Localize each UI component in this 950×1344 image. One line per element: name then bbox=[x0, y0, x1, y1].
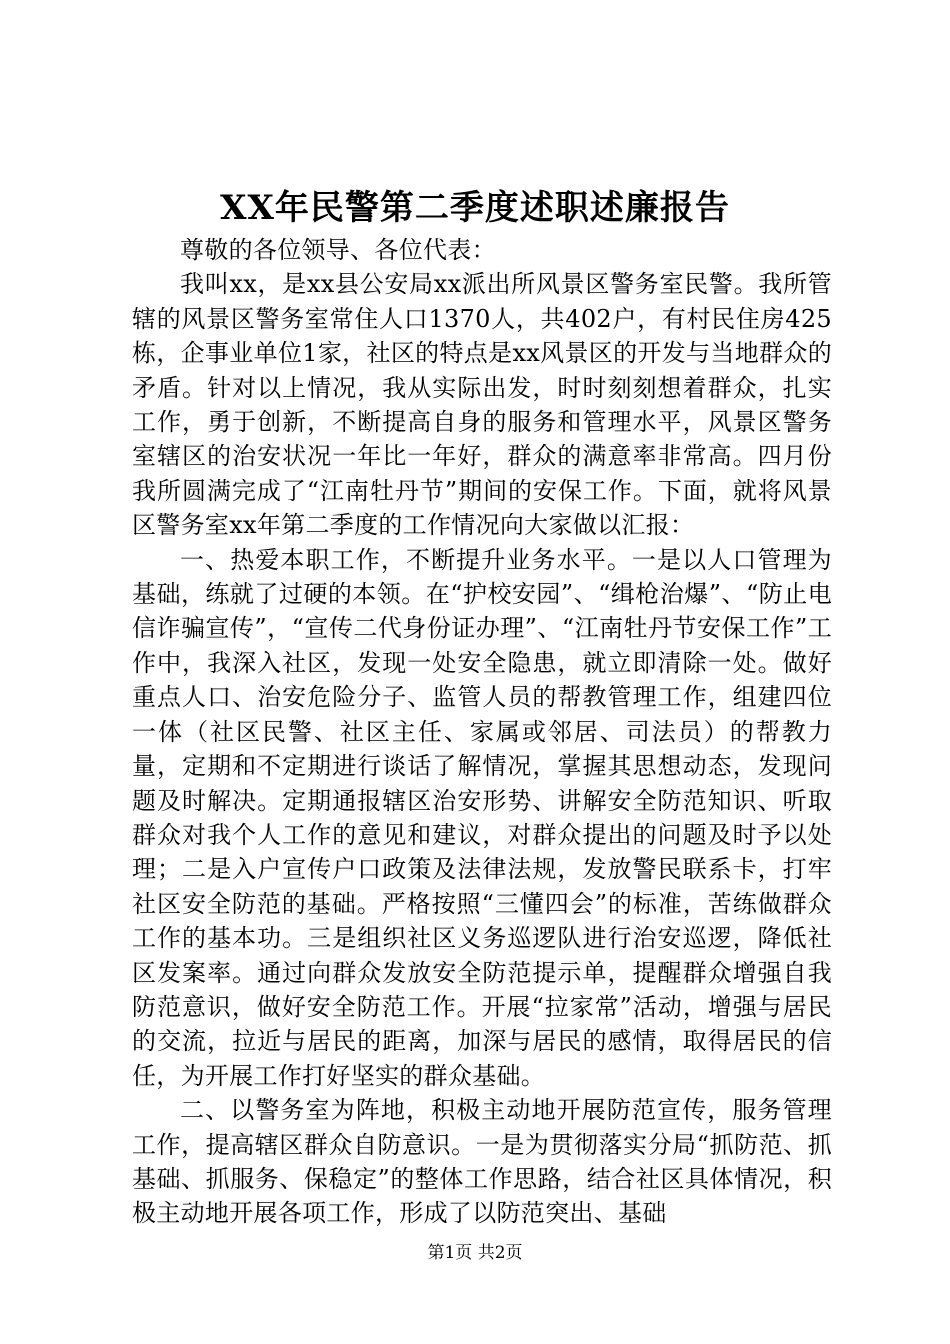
paragraph-introduction: 我叫xx，是xx县公安局xx派出所风景区警务室民警。我所管辖的风景区警务室常住人口1370人，共402户，有村民住房425栋，企事业单位1家，社区的特点是xx风景区的开发与当地群众的矛盾。针对以上情况，我从实际出发，时时刻刻想着群众，扎实工作，勇于创新，不断提高自身的服务和管理水平，风景区警务室辖区的治安状况一年比一年好，群众的满意率非常高。四月份我所圆满完成了“江南牡丹节”期间的安保工作。下面，就将风景区警务室xx年第二季度的工作情况向大家做以汇报： bbox=[132, 270, 832, 540]
paragraph-salutation: 尊敬的各位领导、各位代表： bbox=[180, 236, 496, 264]
document-body bbox=[132, 233, 832, 1231]
page-footer: 第1页 共2页 bbox=[427, 1243, 523, 1263]
paragraph-section-two: 二、以警务室为阵地，积极主动地开展防范宣传，服务管理工作，提高辖区群众自防意识。一是为贯彻落实分局“抓防范、抓基础、抓服务、保稳定”的整体工作思路，结合社区具体情况，积极主动地开展各项工作，形成了以防范突出、基础 bbox=[132, 1096, 832, 1228]
paragraph-section-one: 一、热爱本职工作，不断提升业务水平。一是以人口管理为基础，练就了过硬的本领。在“护校安园”、“缉枪治爆”、“防止电信诈骗宣传”，“宣传二代身份证办理”、“江南牡丹节安保工作”工作中，我深入社区，发现一处安全隐患，就立即清除一处。做好重点人口、治安危险分子、监管人员的帮教管理工作，组建四位一体（社区民警、社区主任、家属或邻居、司法员）的帮教力量，定期和不定期进行谈话了解情况，掌握其思想动态，发现问题及时解决。定期通报辖区治安形势、讲解安全防范知识、听取群众对我个人工作的意见和建议，对群众提出的问题及时予以处理；二是入户宣传户口政策及法律法规，发放警民联系卡，打牢社区安全防范的基础。严格按照“三懂四会”的标准，苦练做群众工作的基本功。三是组织社区义务巡逻队进行治安巡逻，降低社区发案率。通过向群众发放安全防范提示单，提醒群众增强自我防范意识，做好安全防范工作。开展“拉家常”活动，增强与居民的交流，拉近与居民的距离，加深与居民的感情，取得居民的信任，为开展工作打好坚实的群众基础。 bbox=[132, 545, 832, 1090]
document-title: XX年民警第二季度述职述廉报告 bbox=[220, 188, 730, 228]
